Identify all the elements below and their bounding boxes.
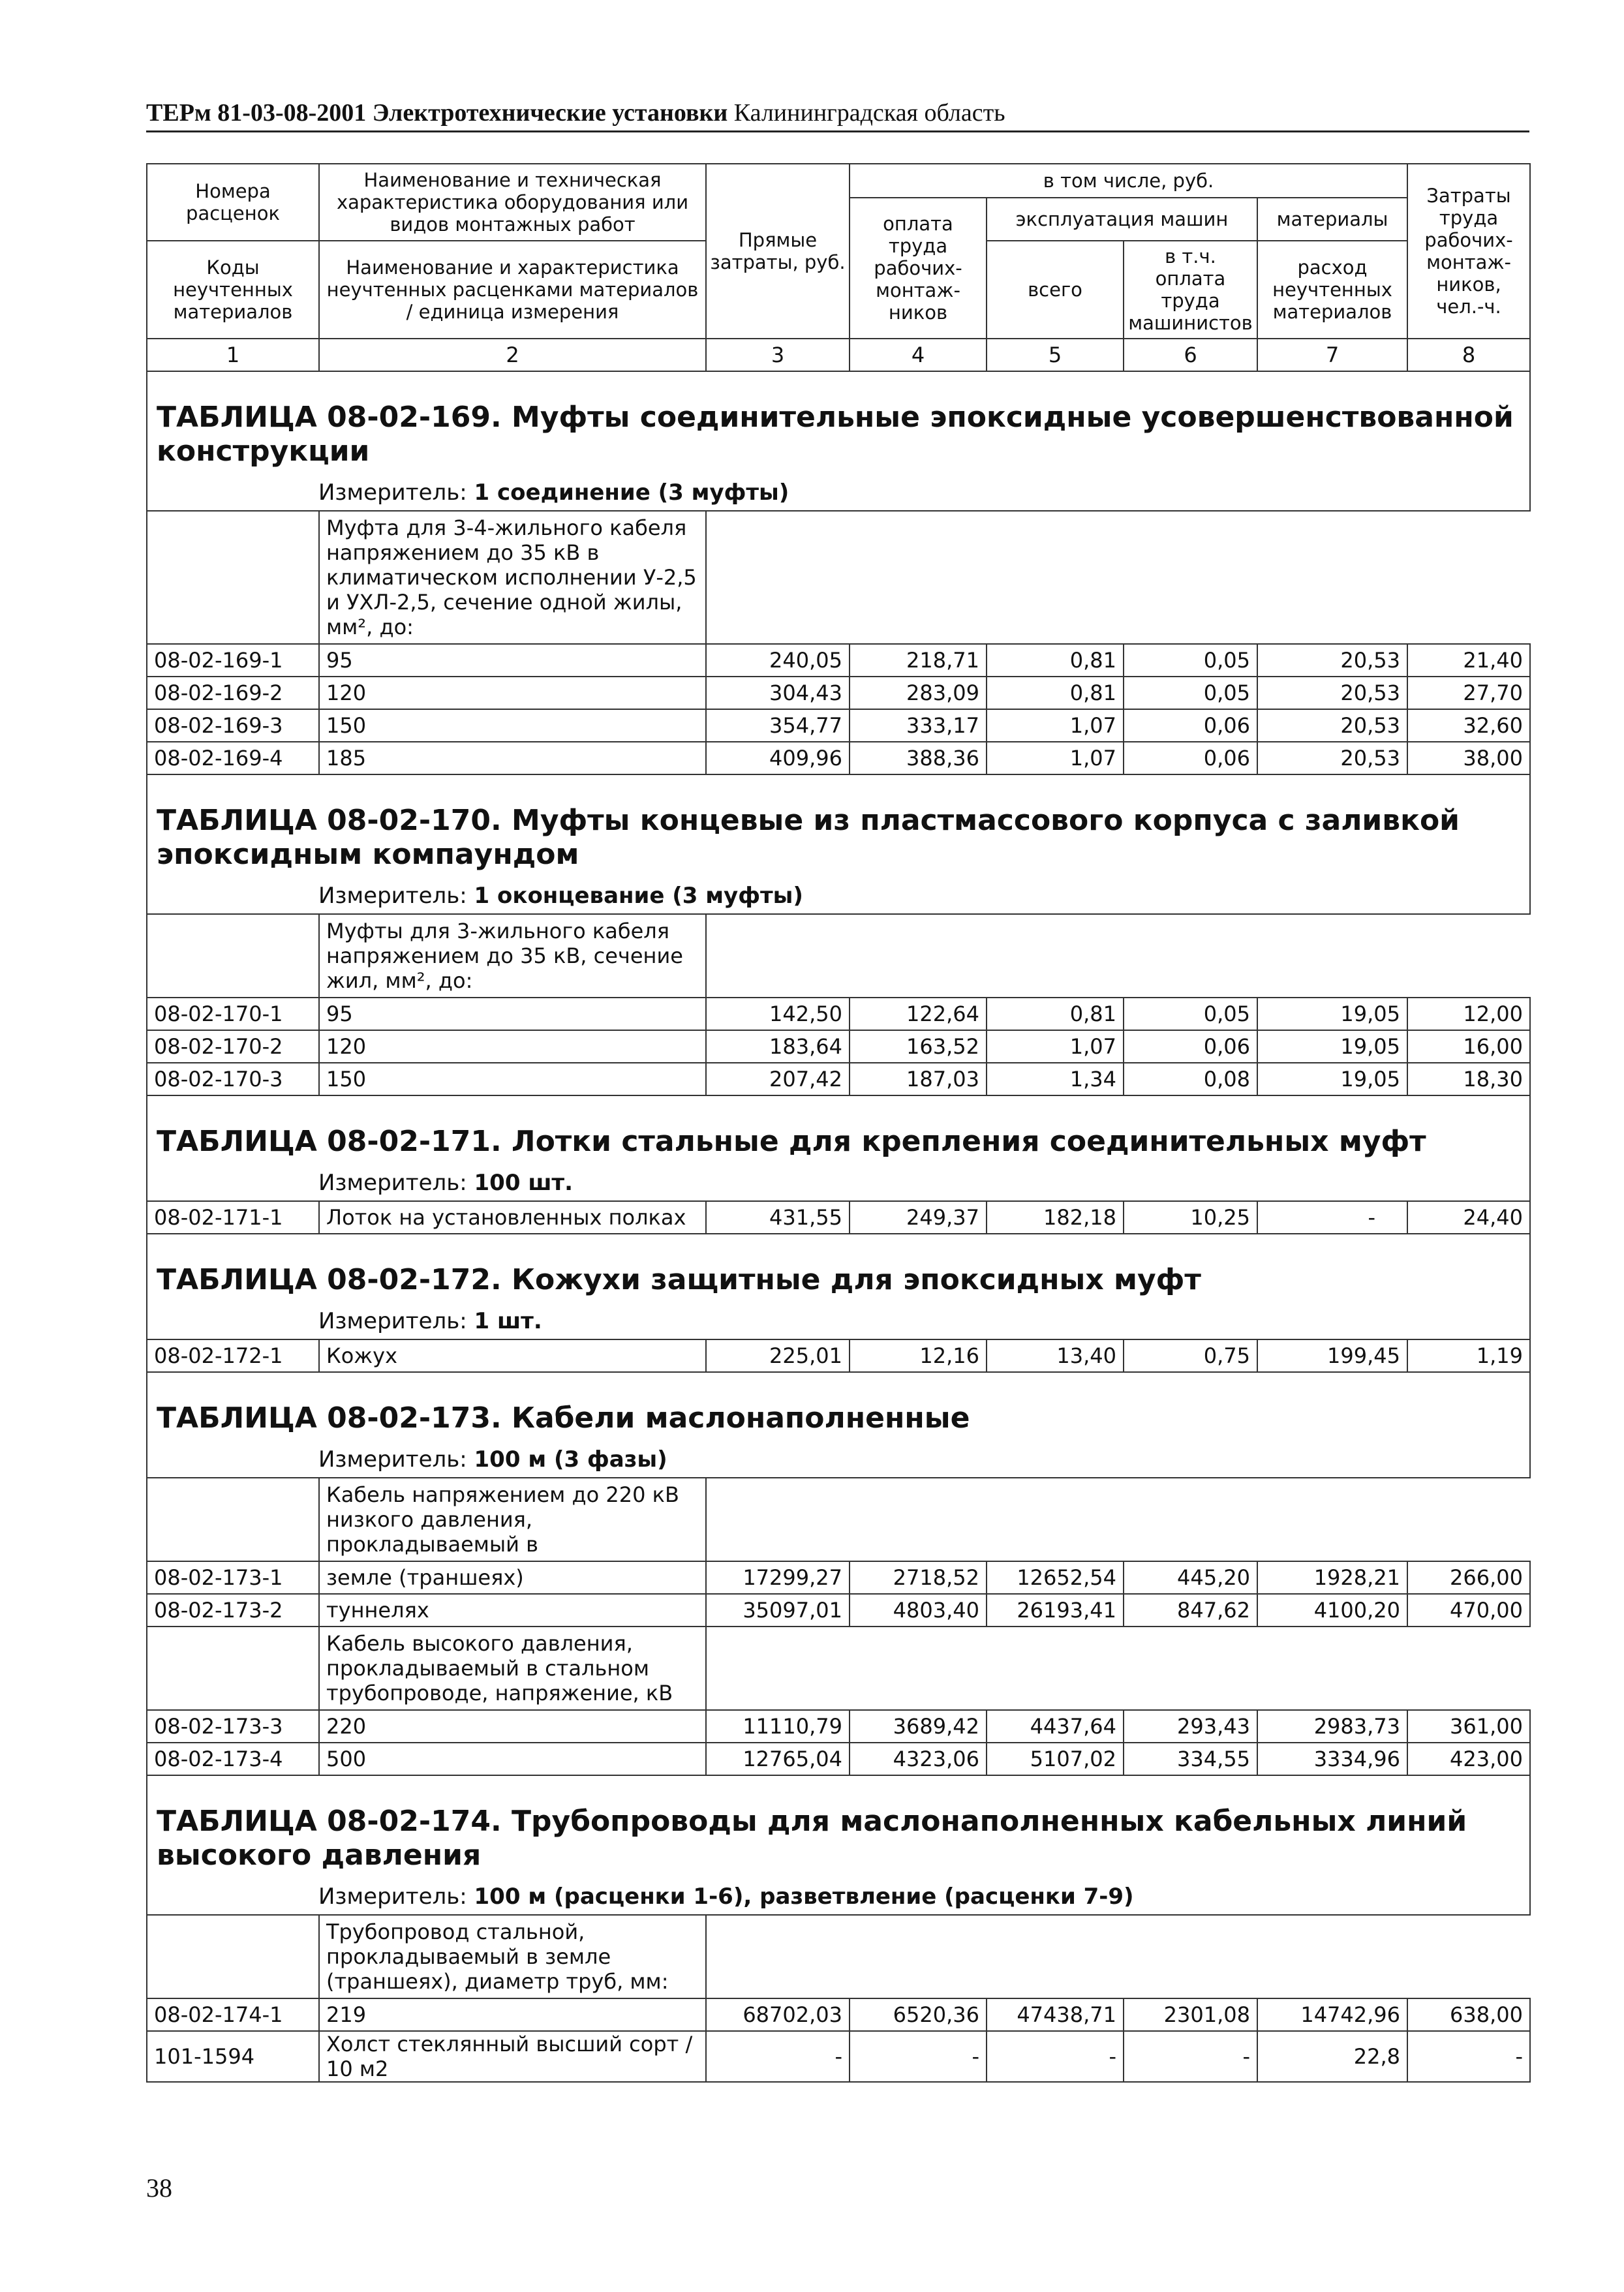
- rate-value: 199,45: [1257, 1339, 1407, 1372]
- rate-value: 24,40: [1407, 1201, 1530, 1234]
- rate-name: 150: [319, 709, 706, 742]
- rate-name: туннелях: [319, 1594, 706, 1627]
- header-col6: в т.ч. оплата труда машинистов: [1124, 241, 1257, 339]
- rate-value: 334,55: [1124, 1743, 1257, 1775]
- section-title: ТАБЛИЦА 08-02-172. Кожухи защитные для эпоксидных муфт: [147, 1234, 1530, 1304]
- header-col2-top: Наименование и техническая характеристика оборудования или видов монтажных работ: [319, 164, 706, 241]
- empty-cell: [1257, 1915, 1407, 1998]
- work-description: Кабель высокого давления, прокладываемый в стальном трубопроводе, напряжение, кВ: [319, 1627, 706, 1710]
- rate-value: 354,77: [706, 709, 850, 742]
- rate-value: 183,64: [706, 1030, 850, 1063]
- rate-value: 22,8: [1257, 2031, 1407, 2082]
- header-col2-bottom: Наименование и характеристика неучтенных расценками материалов / единица измерения: [319, 241, 706, 339]
- rate-value: 20,53: [1257, 677, 1407, 709]
- rate-value: 470,00: [1407, 1594, 1530, 1627]
- rate-value: -: [987, 2031, 1124, 2082]
- empty-cell: [1407, 1627, 1530, 1710]
- rate-value: 207,42: [706, 1063, 850, 1095]
- document-region: Калининградская область: [733, 99, 1005, 127]
- price-table: [146, 163, 1531, 2083]
- rate-value: 21,40: [1407, 644, 1530, 677]
- measure-value: 100 м (расценки 1-6), разветвление (расценки 7-9): [474, 1884, 1134, 1910]
- rate-value: 187,03: [850, 1063, 987, 1095]
- work-description: Кабель напряжением до 220 кВ низкого давления, прокладываемый в: [319, 1478, 706, 1561]
- rate-value: 361,00: [1407, 1710, 1530, 1743]
- rate-value: -: [850, 2031, 987, 2082]
- empty-cell: [706, 914, 850, 998]
- empty-cell: [147, 1915, 319, 1998]
- column-number: 5: [987, 339, 1124, 371]
- header-col3: Прямые затраты, руб.: [706, 164, 850, 339]
- table-row: [147, 1743, 1530, 1775]
- rate-value: 27,70: [1407, 677, 1530, 709]
- rate-name: 500: [319, 1743, 706, 1775]
- table-row: [147, 742, 1530, 774]
- rate-value: 1,07: [987, 742, 1124, 774]
- rate-value: -: [1257, 1201, 1407, 1234]
- table-row: [147, 1030, 1530, 1063]
- rate-value: 68702,03: [706, 1998, 850, 2031]
- measure-row: [147, 1165, 1530, 1201]
- measure-row: [147, 1304, 1530, 1339]
- rate-value: 2983,73: [1257, 1710, 1407, 1743]
- rate-value: 3334,96: [1257, 1743, 1407, 1775]
- measure-row: [147, 475, 1530, 511]
- empty-cell: [850, 914, 987, 998]
- empty-cell: [850, 511, 987, 644]
- rate-value: 445,20: [1124, 1561, 1257, 1594]
- empty-cell: [1407, 1915, 1530, 1998]
- rate-code: 08-02-169-1: [147, 644, 319, 677]
- page-header: [146, 98, 1529, 132]
- section-title-row: [147, 1372, 1530, 1442]
- empty-cell: [987, 914, 1124, 998]
- rate-code: 08-02-170-1: [147, 998, 319, 1030]
- rate-value: 240,05: [706, 644, 850, 677]
- description-row: [147, 1478, 1530, 1561]
- rate-name: 185: [319, 742, 706, 774]
- empty-cell: [1407, 914, 1530, 998]
- rate-value: 5107,02: [987, 1743, 1124, 1775]
- rate-value: 388,36: [850, 742, 987, 774]
- rate-value: 0,06: [1124, 709, 1257, 742]
- empty-cell: [147, 511, 319, 644]
- rate-value: 0,75: [1124, 1339, 1257, 1372]
- measure-row: [147, 1442, 1530, 1478]
- rate-value: 0,06: [1124, 742, 1257, 774]
- rate-name: 150: [319, 1063, 706, 1095]
- rate-value: 847,62: [1124, 1594, 1257, 1627]
- empty-cell: [147, 1627, 319, 1710]
- rate-value: 4323,06: [850, 1743, 987, 1775]
- header-col1-bottom: Коды неучтенных материалов: [147, 241, 319, 339]
- empty-cell: [706, 1478, 850, 1561]
- description-row: [147, 914, 1530, 998]
- measure-unit: [147, 878, 1530, 914]
- measure-label: Измеритель:: [318, 1884, 474, 1910]
- table-row: [147, 1561, 1530, 1594]
- rate-name: 95: [319, 998, 706, 1030]
- table-row: [147, 1063, 1530, 1095]
- rate-value: 4803,40: [850, 1594, 987, 1627]
- empty-cell: [706, 1627, 850, 1710]
- empty-cell: [1124, 1478, 1257, 1561]
- rate-value: 0,05: [1124, 644, 1257, 677]
- rate-value: -: [1124, 2031, 1257, 2082]
- measure-value: 1 соединение (3 муфты): [474, 480, 789, 506]
- empty-cell: [147, 1478, 319, 1561]
- empty-cell: [850, 1627, 987, 1710]
- table-row: [147, 2031, 1530, 2082]
- rate-value: 142,50: [706, 998, 850, 1030]
- measure-label: Измеритель:: [318, 1308, 474, 1334]
- measure-unit: [147, 1304, 1530, 1339]
- rate-code: 08-02-170-2: [147, 1030, 319, 1063]
- rate-value: 19,05: [1257, 998, 1407, 1030]
- section-title-row: [147, 1234, 1530, 1304]
- table-row: [147, 709, 1530, 742]
- rate-value: 12,16: [850, 1339, 987, 1372]
- measure-unit: [147, 1879, 1530, 1915]
- header-col1-top: Номера расценок: [147, 164, 319, 241]
- rate-value: 0,05: [1124, 677, 1257, 709]
- rate-value: 2301,08: [1124, 1998, 1257, 2031]
- empty-cell: [1257, 1478, 1407, 1561]
- rate-name: 120: [319, 1030, 706, 1063]
- table-row: [147, 644, 1530, 677]
- empty-cell: [1124, 1627, 1257, 1710]
- table-row: [147, 1998, 1530, 2031]
- rate-name: земле (траншеях): [319, 1561, 706, 1594]
- rate-value: 12,00: [1407, 998, 1530, 1030]
- rate-code: 08-02-174-1: [147, 1998, 319, 2031]
- rate-value: 1,07: [987, 1030, 1124, 1063]
- empty-cell: [1124, 511, 1257, 644]
- work-description: Трубопровод стальной, прокладываемый в земле (траншеях), диаметр труб, мм:: [319, 1915, 706, 1998]
- empty-cell: [706, 1915, 850, 1998]
- rate-value: 266,00: [1407, 1561, 1530, 1594]
- rate-value: 17299,27: [706, 1561, 850, 1594]
- rate-code: 08-02-169-2: [147, 677, 319, 709]
- empty-cell: [987, 1627, 1124, 1710]
- rate-value: 20,53: [1257, 644, 1407, 677]
- rate-value: 293,43: [1124, 1710, 1257, 1743]
- description-row: [147, 1915, 1530, 1998]
- header-col7: расход неучтенных материалов: [1257, 241, 1407, 339]
- document-code: ТЕРм 81-03-08-2001: [146, 99, 367, 127]
- header-col4: оплата труда рабочих-монтаж-ников: [850, 198, 987, 339]
- rate-value: 47438,71: [987, 1998, 1124, 2031]
- rate-value: 182,18: [987, 1201, 1124, 1234]
- column-numbers-row: [147, 339, 1530, 371]
- rate-code: 08-02-173-1: [147, 1561, 319, 1594]
- table-body: [147, 371, 1530, 2082]
- rate-code: 08-02-173-4: [147, 1743, 319, 1775]
- table-row: [147, 1594, 1530, 1627]
- column-number: 2: [319, 339, 706, 371]
- rate-code: 101-1594: [147, 2031, 319, 2082]
- table-row: [147, 998, 1530, 1030]
- section-title-row: [147, 1095, 1530, 1165]
- measure-row: [147, 1879, 1530, 1915]
- column-number: 3: [706, 339, 850, 371]
- rate-value: 10,25: [1124, 1201, 1257, 1234]
- rate-value: 2718,52: [850, 1561, 987, 1594]
- rate-value: 0,81: [987, 677, 1124, 709]
- empty-cell: [1124, 1915, 1257, 1998]
- rate-value: 122,64: [850, 998, 987, 1030]
- rate-value: 1,07: [987, 709, 1124, 742]
- description-row: [147, 1627, 1530, 1710]
- rate-value: 12652,54: [987, 1561, 1124, 1594]
- rate-code: 08-02-171-1: [147, 1201, 319, 1234]
- table-header: [147, 164, 1530, 371]
- rate-name: 219: [319, 1998, 706, 2031]
- work-description: Муфты для 3-жильного кабеля напряжением до 35 кВ, сечение жил, мм², до:: [319, 914, 706, 998]
- empty-cell: [1257, 914, 1407, 998]
- rate-code: 08-02-173-2: [147, 1594, 319, 1627]
- rate-name: 220: [319, 1710, 706, 1743]
- section-title: ТАБЛИЦА 08-02-173. Кабели маслонаполненные: [147, 1372, 1530, 1442]
- header-col5: всего: [987, 241, 1124, 339]
- empty-cell: [147, 914, 319, 998]
- header-machines: эксплуатация машин: [987, 198, 1257, 241]
- measure-unit: [147, 1442, 1530, 1478]
- measure-row: [147, 878, 1530, 914]
- section-title-row: [147, 371, 1530, 475]
- table-row: [147, 1201, 1530, 1234]
- rate-value: 38,00: [1407, 742, 1530, 774]
- empty-cell: [987, 1478, 1124, 1561]
- rate-value: -: [706, 2031, 850, 2082]
- empty-cell: [706, 511, 850, 644]
- rate-value: 218,71: [850, 644, 987, 677]
- column-number: 8: [1407, 339, 1530, 371]
- rate-value: 12765,04: [706, 1743, 850, 1775]
- empty-cell: [1407, 511, 1530, 644]
- section-title: ТАБЛИЦА 08-02-171. Лотки стальные для крепления соединительных муфт: [147, 1095, 1530, 1165]
- rate-value: 0,06: [1124, 1030, 1257, 1063]
- rate-code: 08-02-173-3: [147, 1710, 319, 1743]
- rate-value: 304,43: [706, 677, 850, 709]
- rate-value: 6520,36: [850, 1998, 987, 2031]
- measure-value: 1 шт.: [474, 1308, 542, 1334]
- measure-label: Измеритель:: [318, 883, 474, 909]
- header-materials: материалы: [1257, 198, 1407, 241]
- rate-value: 18,30: [1407, 1063, 1530, 1095]
- description-row: [147, 511, 1530, 644]
- rate-value: 409,96: [706, 742, 850, 774]
- rate-code: 08-02-170-3: [147, 1063, 319, 1095]
- header-col8: Затраты труда рабочих-монтаж-ников, чел.-ч.: [1407, 164, 1530, 339]
- rate-value: 0,05: [1124, 998, 1257, 1030]
- rate-value: 0,81: [987, 644, 1124, 677]
- document-title: Электротехнические установки: [372, 99, 728, 127]
- measure-label: Измеритель:: [318, 1170, 474, 1196]
- rate-value: 32,60: [1407, 709, 1530, 742]
- measure-label: Измеритель:: [318, 480, 474, 506]
- measure-value: 100 шт.: [474, 1170, 574, 1196]
- table-row: [147, 1339, 1530, 1372]
- section-title-row: [147, 774, 1530, 878]
- rate-value: 20,53: [1257, 742, 1407, 774]
- empty-cell: [987, 1915, 1124, 1998]
- empty-cell: [1124, 914, 1257, 998]
- rate-value: 35097,01: [706, 1594, 850, 1627]
- rate-value: 1,34: [987, 1063, 1124, 1095]
- rate-value: 4100,20: [1257, 1594, 1407, 1627]
- empty-cell: [987, 511, 1124, 644]
- empty-cell: [1257, 1627, 1407, 1710]
- column-number: 7: [1257, 339, 1407, 371]
- rate-value: -: [1407, 2031, 1530, 2082]
- empty-cell: [1407, 1478, 1530, 1561]
- rate-value: 333,17: [850, 709, 987, 742]
- table-row: [147, 1710, 1530, 1743]
- page-number: 38: [146, 2173, 172, 2203]
- rate-value: 16,00: [1407, 1030, 1530, 1063]
- measure-value: 1 оконцевание (3 муфты): [474, 883, 803, 909]
- rate-value: 13,40: [987, 1339, 1124, 1372]
- section-title-row: [147, 1775, 1530, 1879]
- rate-value: 225,01: [706, 1339, 850, 1372]
- rate-value: 20,53: [1257, 709, 1407, 742]
- rate-value: 1928,21: [1257, 1561, 1407, 1594]
- rate-name: Кожух: [319, 1339, 706, 1372]
- column-number: 4: [850, 339, 987, 371]
- rate-value: 14742,96: [1257, 1998, 1407, 2031]
- rate-value: 19,05: [1257, 1063, 1407, 1095]
- rate-value: 0,81: [987, 998, 1124, 1030]
- rate-code: 08-02-172-1: [147, 1339, 319, 1372]
- section-title: ТАБЛИЦА 08-02-170. Муфты концевые из пластмассового корпуса с заливкой эпоксидным компаундом: [147, 774, 1530, 878]
- rate-code: 08-02-169-4: [147, 742, 319, 774]
- rate-name: 95: [319, 644, 706, 677]
- rate-value: 19,05: [1257, 1030, 1407, 1063]
- column-number: 1: [147, 339, 319, 371]
- work-description: Муфта для 3-4-жильного кабеля напряжением до 35 кВ в климатическом исполнении У-2,5 и УХЛ-2,5, сечение одной жилы, мм², до:: [319, 511, 706, 644]
- empty-cell: [850, 1915, 987, 1998]
- rate-value: 4437,64: [987, 1710, 1124, 1743]
- rate-value: 0,08: [1124, 1063, 1257, 1095]
- rate-name: 120: [319, 677, 706, 709]
- rate-code: 08-02-169-3: [147, 709, 319, 742]
- header-including: в том числе, руб.: [850, 164, 1407, 198]
- rate-value: 163,52: [850, 1030, 987, 1063]
- measure-unit: [147, 475, 1530, 511]
- rate-name: Холст стеклянный высший сорт / 10 м2: [319, 2031, 706, 2082]
- measure-value: 100 м (3 фазы): [474, 1446, 667, 1473]
- measure-unit: [147, 1165, 1530, 1201]
- section-title: ТАБЛИЦА 08-02-169. Муфты соединительные эпоксидные усовершенствованной конструкции: [147, 371, 1530, 475]
- table-row: [147, 677, 1530, 709]
- rate-value: 249,37: [850, 1201, 987, 1234]
- measure-label: Измеритель:: [318, 1446, 474, 1473]
- empty-cell: [850, 1478, 987, 1561]
- rate-value: 3689,42: [850, 1710, 987, 1743]
- column-number: 6: [1124, 339, 1257, 371]
- rate-value: 431,55: [706, 1201, 850, 1234]
- rate-name: Лоток на установленных полках: [319, 1201, 706, 1234]
- rate-value: 11110,79: [706, 1710, 850, 1743]
- section-title: ТАБЛИЦА 08-02-174. Трубопроводы для маслонаполненных кабельных линий высокого давления: [147, 1775, 1530, 1879]
- rate-value: 26193,41: [987, 1594, 1124, 1627]
- rate-value: 1,19: [1407, 1339, 1530, 1372]
- empty-cell: [1257, 511, 1407, 644]
- rate-value: 638,00: [1407, 1998, 1530, 2031]
- rate-value: 423,00: [1407, 1743, 1530, 1775]
- rate-value: 283,09: [850, 677, 987, 709]
